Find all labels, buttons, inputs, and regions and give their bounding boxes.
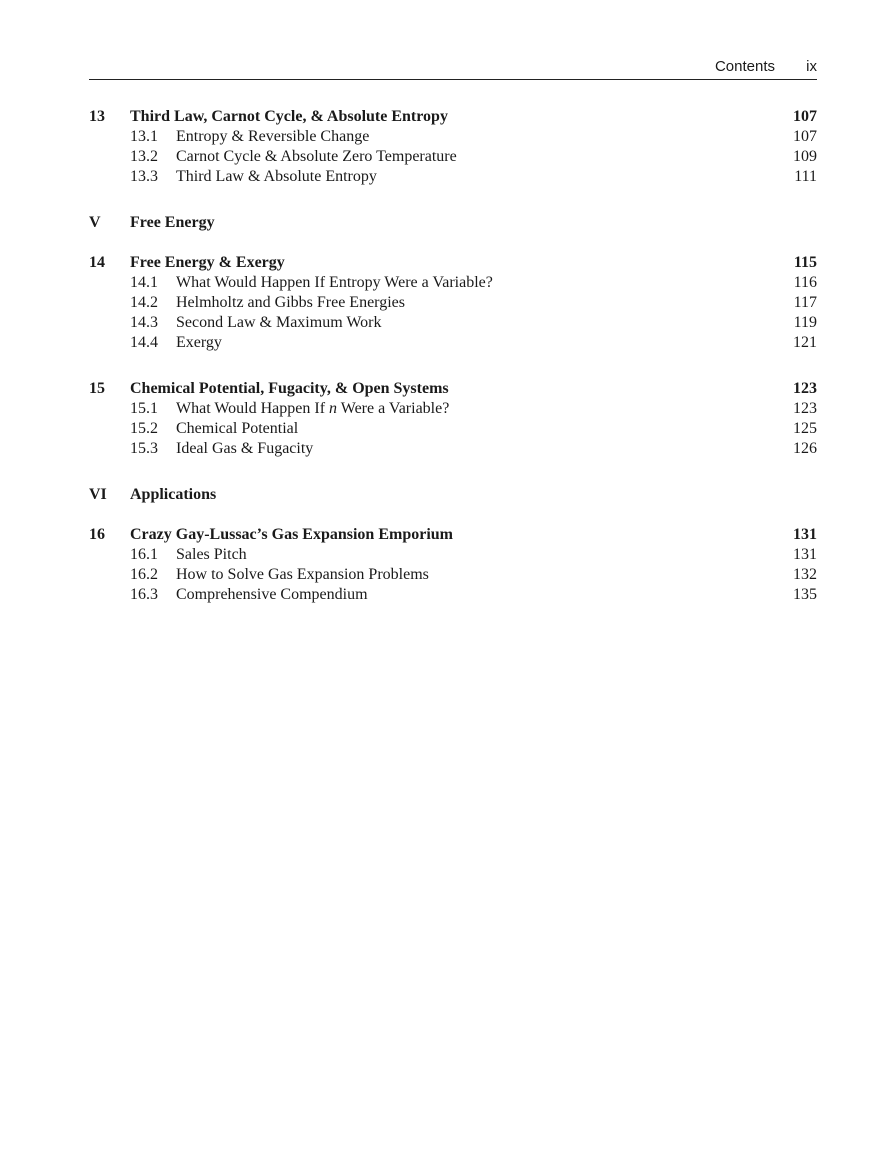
section-title: How to Solve Gas Expansion Problems: [176, 566, 429, 583]
chapter-page: 123: [793, 380, 817, 397]
section-page: 135: [793, 586, 817, 603]
chapter-page: 131: [793, 526, 817, 543]
toc-section-14-1[interactable]: [89, 273, 817, 293]
chapter-number: 13: [89, 108, 105, 125]
section-number: 16.3: [130, 586, 158, 603]
chapter-title: Third Law, Carnot Cycle, & Absolute Entropy: [130, 108, 448, 125]
running-header: [89, 57, 817, 80]
toc-section-13-3[interactable]: [89, 167, 817, 187]
section-page: 117: [793, 294, 817, 311]
section-number: 14.3: [130, 314, 158, 331]
toc-chapter-14[interactable]: [89, 253, 817, 273]
section-number: 15.2: [130, 420, 158, 437]
section-number: 16.2: [130, 566, 158, 583]
section-number: 13.2: [130, 148, 158, 165]
chapter-title: Crazy Gay-Lussac’s Gas Expansion Emporium: [130, 526, 453, 543]
toc-section-14-2[interactable]: [89, 293, 817, 313]
section-title: Entropy & Reversible Change: [176, 128, 370, 145]
section-number: 16.1: [130, 546, 158, 563]
section-title: Exergy: [176, 334, 222, 351]
spacer: [89, 233, 817, 253]
section-number: 15.3: [130, 440, 158, 457]
section-title: Second Law & Maximum Work: [176, 314, 382, 331]
chapter-title: Chemical Potential, Fugacity, & Open Systems: [130, 380, 449, 397]
part-title: Free Energy: [130, 214, 215, 231]
section-number: 14.2: [130, 294, 158, 311]
section-title-variable: n: [329, 400, 338, 417]
spacer: [89, 505, 817, 525]
section-page: 123: [793, 400, 817, 417]
spacer: [89, 187, 817, 213]
section-number: 14.1: [130, 274, 158, 291]
section-title: What Would Happen If Entropy Were a Variable?: [176, 274, 493, 291]
chapter-number: 14: [89, 254, 105, 271]
toc-part-v[interactable]: [89, 213, 817, 233]
section-title-pre: What Would Happen If: [176, 400, 330, 417]
section-page: 107: [793, 128, 817, 145]
toc-section-16-1[interactable]: [89, 545, 817, 565]
section-title: Ideal Gas & Fugacity: [176, 440, 314, 457]
toc-section-14-3[interactable]: [89, 313, 817, 333]
toc-section-15-2[interactable]: [89, 419, 817, 439]
section-page: 119: [793, 314, 817, 331]
chapter-number: 16: [89, 526, 105, 543]
toc-part-vi[interactable]: [89, 485, 817, 505]
section-title: Helmholtz and Gibbs Free Energies: [176, 294, 405, 311]
section-number: 14.4: [130, 334, 158, 351]
spacer: [89, 353, 817, 379]
section-title: Sales Pitch: [176, 546, 247, 563]
section-page: 121: [793, 334, 817, 351]
section-number: 15.1: [130, 400, 158, 417]
section-title: Carnot Cycle & Absolute Zero Temperature: [176, 148, 457, 165]
section-page: 125: [793, 420, 817, 437]
part-title: Applications: [130, 486, 217, 503]
section-page: 131: [793, 546, 817, 563]
chapter-page: 115: [793, 254, 817, 271]
part-number: V: [89, 214, 101, 231]
section-page: 126: [793, 440, 817, 457]
toc-section-15-3[interactable]: [89, 439, 817, 459]
section-title: Chemical Potential: [176, 420, 299, 437]
spacer: [89, 459, 817, 485]
section-number: 13.3: [130, 168, 158, 185]
part-number: VI: [89, 486, 107, 503]
section-title: [176, 399, 449, 419]
page-number: ix: [806, 58, 817, 75]
table-of-contents: [89, 107, 817, 605]
toc-chapter-15[interactable]: [89, 379, 817, 399]
toc-section-16-3[interactable]: [89, 585, 817, 605]
section-page: 132: [793, 566, 817, 583]
section-page: 109: [793, 148, 817, 165]
running-header-title: Contents: [714, 58, 775, 75]
toc-section-13-2[interactable]: [89, 147, 817, 167]
toc-chapter-16[interactable]: [89, 525, 817, 545]
section-number: 13.1: [130, 128, 158, 145]
toc-section-15-1[interactable]: [89, 399, 817, 419]
chapter-page: 107: [793, 108, 817, 125]
toc-section-13-1[interactable]: [89, 127, 817, 147]
toc-chapter-13[interactable]: [89, 107, 817, 127]
section-title: Comprehensive Compendium: [176, 586, 368, 603]
section-title: Third Law & Absolute Entropy: [176, 168, 377, 185]
section-page: 111: [794, 168, 817, 185]
chapter-title: Free Energy & Exergy: [130, 254, 285, 271]
section-title-post: Were a Variable?: [337, 400, 450, 417]
toc-section-16-2[interactable]: [89, 565, 817, 585]
section-page: 116: [793, 274, 817, 291]
toc-section-14-4[interactable]: [89, 333, 817, 353]
chapter-number: 15: [89, 380, 105, 397]
